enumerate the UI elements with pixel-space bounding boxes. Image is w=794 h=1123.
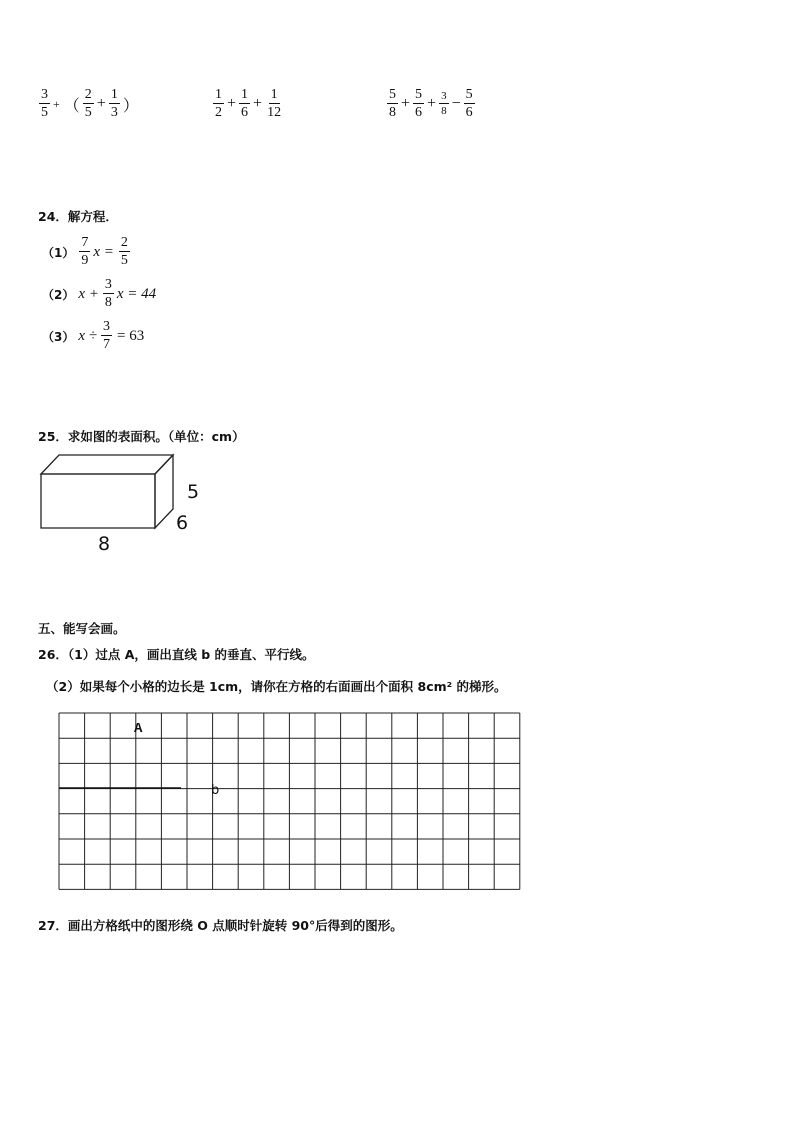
fraction: $\frac{7}{9}$ (81, 235, 89, 268)
fraction: $\frac{3}{8}$ (441, 90, 447, 117)
fraction: $\frac{2}{5}$ (120, 235, 128, 268)
fraction: $\frac{3}{7}$ (103, 319, 110, 352)
point-a-label: A (134, 721, 143, 737)
line-b-label: b (211, 783, 220, 798)
cuboid-figure (36, 450, 176, 534)
equation-1: （1） $\frac{7}{9}$ x = $\frac{2}{5}$ (42, 235, 128, 268)
dimension-length: 8 (98, 533, 111, 555)
fraction: $\frac{5}{6}$ (465, 87, 473, 120)
equation-2: （2） x + $\frac{3}{8}$ x = 44 (42, 277, 157, 310)
question-27-title: 27．画出方格纸中的图形绕 O 点顺时针旋转 90°后得到的图形。 (38, 918, 403, 933)
fraction: $\frac{2}{5}$ (84, 87, 92, 120)
question-26-line-1: 26．（1）过点 A，画出直线 b 的垂直、平行线。 (38, 647, 315, 662)
equation-3: （3） x ÷ $\frac{3}{7}$ = 63 (42, 319, 145, 352)
dimension-height: 5 (187, 481, 200, 503)
fraction: $\frac{5}{8}$ (389, 87, 396, 120)
question-25-title: 25．求如图的表面积。（单位：cm） (38, 429, 245, 444)
square-grid[interactable] (56, 710, 526, 890)
fraction: $\frac{3}{8}$ (104, 277, 112, 310)
section-5-title: 五、能写会画。 (38, 621, 126, 636)
question-24-title: 24．解方程． (38, 209, 118, 224)
fraction: $\frac{5}{6}$ (415, 87, 423, 120)
fraction: $\frac{1}{12}$ (267, 87, 282, 120)
dimension-width: 6 (176, 512, 189, 534)
question-26-line-2: （2）如果每个小格的边长是 1cm，请你在方格的右面画出个面积 8cm² 的梯形。 (46, 679, 507, 694)
calc-expression-1: $\frac{3}{5}$ + （ $\frac{2}{5}$ + $\frac{1}{3}$ ） (41, 87, 139, 120)
calc-expression-2: $\frac{1}{2}$ + $\frac{1}{6}$ + $\frac{1}{12}$ (215, 87, 282, 120)
fraction: $\frac{1}{3}$ (110, 87, 118, 120)
fraction: $\frac{1}{2}$ (215, 87, 222, 120)
fraction: $\frac{3}{5}$ (41, 87, 48, 120)
grid-lines (59, 713, 520, 889)
fraction: $\frac{1}{6}$ (241, 87, 249, 120)
calc-expression-3: $\frac{5}{8}$ + $\frac{5}{6}$ + $\frac{3}{8}$ − $\frac{5}{6}$ (389, 87, 473, 120)
